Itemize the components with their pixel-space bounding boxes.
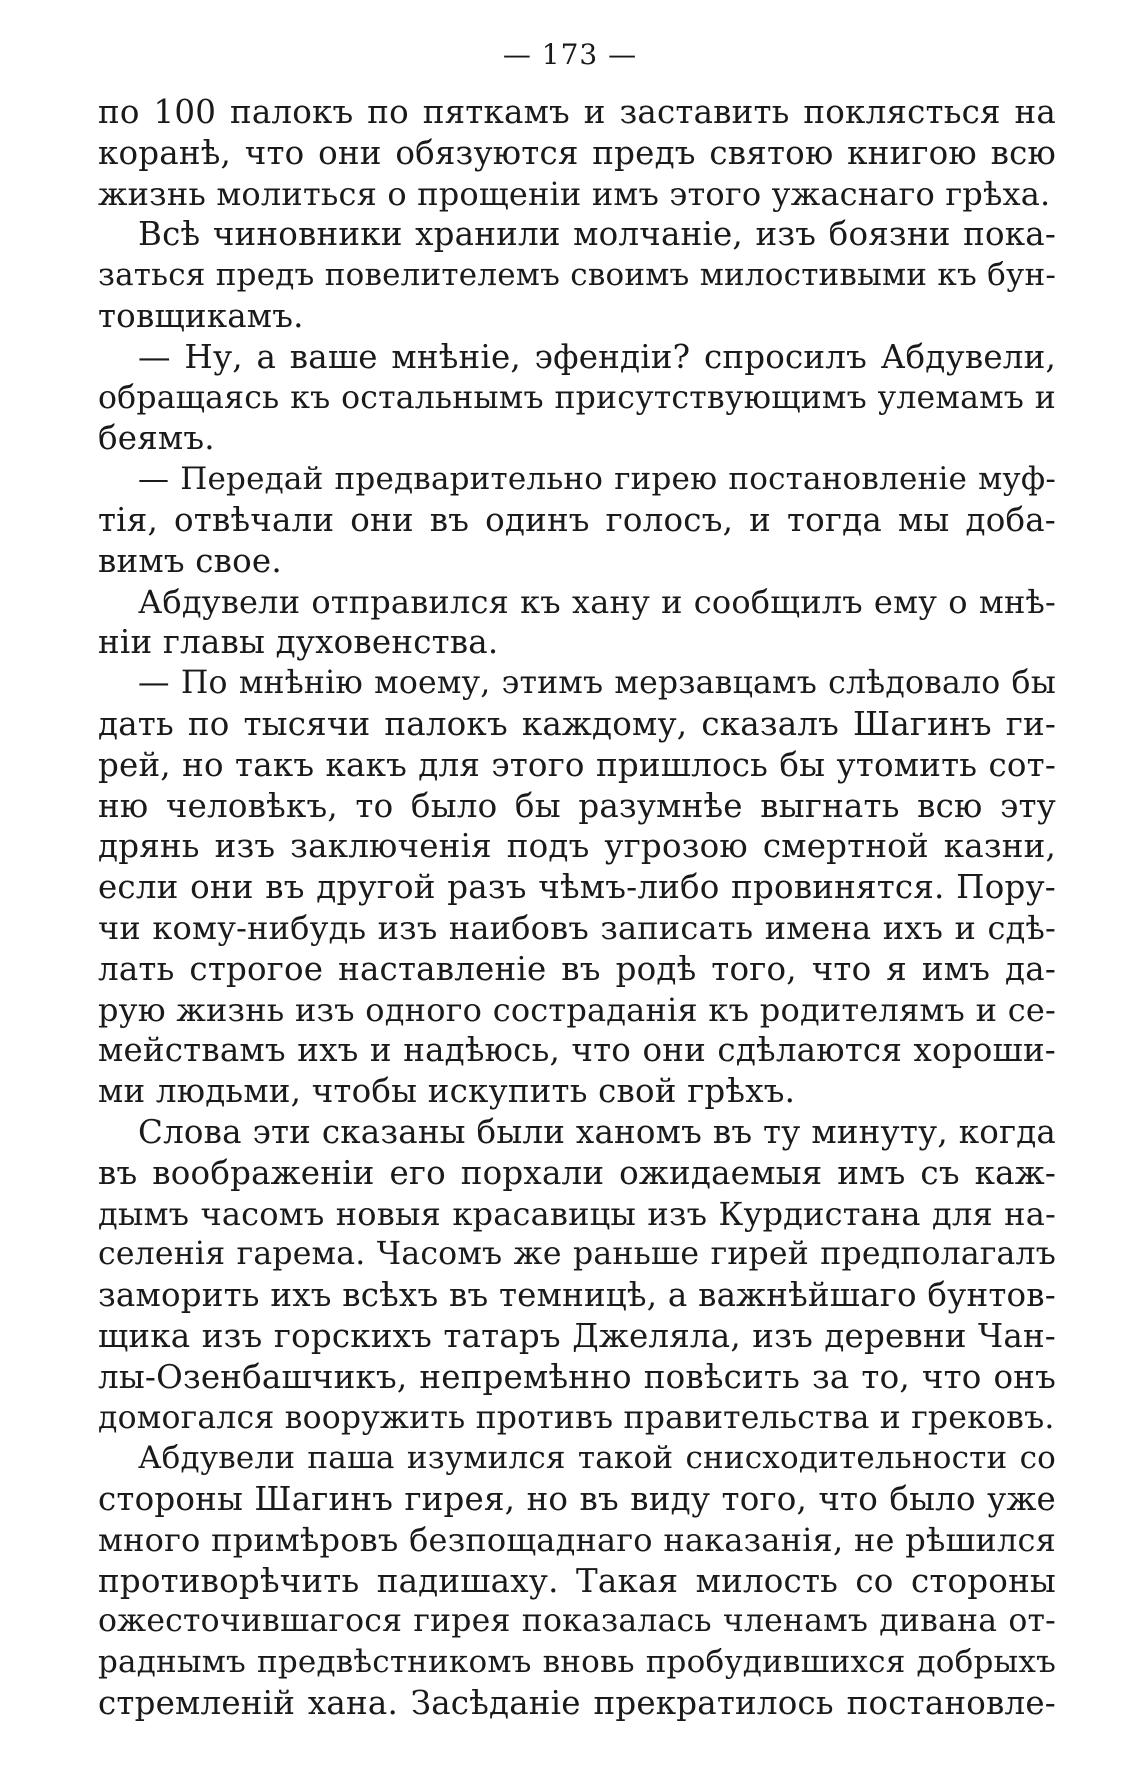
text-line: ожесточившагося гирея показалась членамъ дивана от- xyxy=(98,1603,1056,1640)
text-line: селенiя гарема. Часомъ же раньше гирей предполагалъ xyxy=(98,1236,1056,1273)
text-line: обращаясь къ остальнымъ присутствующимъ улемамъ и xyxy=(98,379,1056,416)
text-line: стремленiй хана. Засѣданiе прекратилось постановле- xyxy=(98,1684,1056,1723)
text-line: дрянь изъ заключенiя подъ угрозою смертной казни, xyxy=(98,827,1056,866)
text-line: дымъ часомъ новыя красавицы изъ Курдистана для на- xyxy=(98,1194,1056,1233)
text-line: заться предъ повелителемъ своимъ милостивыми къ бун- xyxy=(98,257,1056,294)
text-line: рую жизнь изъ одного состраданiя къ родителямъ и се- xyxy=(98,990,1056,1029)
text-line: щика изъ горскихъ татаръ Джеляла, изъ деревни Чан- xyxy=(98,1316,1056,1355)
text-line: тiя, отвѣчали они въ одинъ голосъ, и тогда мы доба- xyxy=(98,500,1056,539)
text-line: — По мнѣнiю моему, этимъ мерзавцамъ слѣдовало бы xyxy=(138,665,1056,702)
text-line: раднымъ предвѣстникомъ вновь пробудившихся добрыхъ xyxy=(98,1644,1056,1681)
text-line: коранѣ, что они обязуются предъ святою книгою всю xyxy=(98,133,1056,172)
text-line: если они въ другой разъ чѣмъ-либо провинятся. Пору- xyxy=(98,868,1056,907)
text-line: беямъ. xyxy=(98,419,215,458)
text-line: — Ну, а ваше мнѣнiе, эфендiи? спросилъ Абдувели, xyxy=(138,337,1056,376)
text-line: Абдувели паша изумился такой снисходительности со xyxy=(138,1440,1056,1477)
text-line: ню человѣкъ, то было бы разумнѣе выгнать всю эту xyxy=(98,786,1056,825)
text-line: Слова эти сказаны были ханомъ въ ту минуту, когда xyxy=(138,1112,1056,1151)
text-line: лать строгое наставленiе въ родѣ того, что я имъ да- xyxy=(98,949,1056,988)
text-line: стороны Шагинъ гирея, но въ виду того, что было уже xyxy=(98,1480,1056,1519)
text-line: много примѣровъ безпощаднаго наказанiя, не рѣшился xyxy=(98,1520,1056,1559)
text-line: мействамъ ихъ и надѣюсь, что они сдѣлаются хороши- xyxy=(98,1031,1056,1070)
body-text xyxy=(98,92,1056,1724)
text-line: дать по тысячи палокъ каждому, сказалъ Шагинъ ги- xyxy=(98,704,1056,743)
text-line: товщикамъ. xyxy=(98,296,304,335)
page-number: — 173 — xyxy=(502,38,638,71)
text-line: нiи главы духовенства. xyxy=(98,623,499,662)
text-line: домогался вооружить противъ правительства и грековъ. xyxy=(98,1399,1055,1436)
text-line: чи кому-нибудь изъ наибовъ записать имена ихъ и сдѣ- xyxy=(98,908,1056,947)
text-line: противорѣчить падишаху. Такая милость со стороны xyxy=(98,1561,1056,1600)
text-line: жизнь молиться о прощенiи имъ этого ужаснаго грѣха. xyxy=(98,174,1051,213)
text-line: вимъ свое. xyxy=(98,541,282,580)
text-line: Абдувели отправился къ хану и сообщилъ ему о мнѣ- xyxy=(138,582,1056,621)
text-line: Всѣ чиновники хранили молчанiе, изъ боязни пока- xyxy=(138,215,1056,254)
text-line: по 100 палокъ по пяткамъ и заставить поклясться на xyxy=(98,93,1056,131)
text-line: ми людьми, чтобы искупить свой грѣхъ. xyxy=(98,1072,796,1111)
text-line: въ воображенiи его порхали ожидаемыя имъ съ каж- xyxy=(98,1153,1056,1192)
text-line: лы-Озенбашчикъ, непремѣнно повѣсить за то, что онъ xyxy=(98,1357,1056,1396)
text-line: заморить ихъ всѣхъ въ темницѣ, а важнѣйшаго бунтов- xyxy=(98,1276,1056,1315)
text-line: — Передай предварительно гирею постановленiе муф- xyxy=(138,461,1056,498)
text-line: рей, но такъ какъ для этого пришлось бы утомить сот- xyxy=(98,745,1056,784)
